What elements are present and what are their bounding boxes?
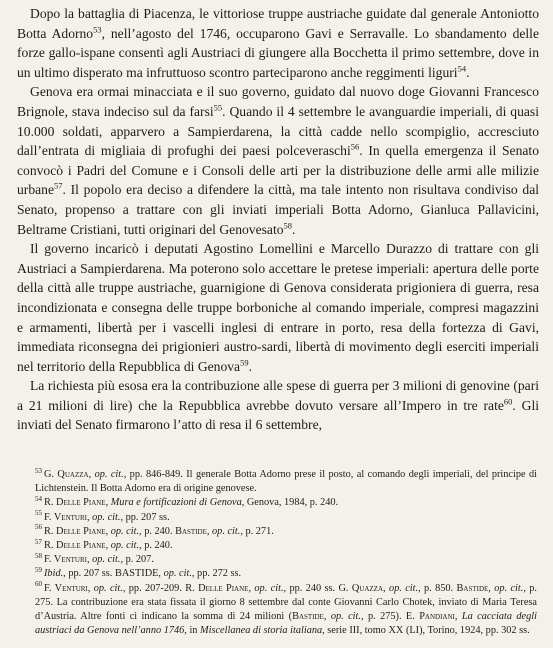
text-run: , pp. 207 ss.	[120, 511, 170, 523]
italic-text: op. cit.	[110, 525, 140, 537]
footnote-reference: 57	[54, 180, 63, 191]
footnote-number: 59	[35, 566, 42, 574]
text-run: , p. 271.	[240, 525, 274, 537]
text-run: ,	[323, 611, 331, 623]
italic-text: Mura e fortificazioni di Genova	[110, 497, 242, 509]
italic-text: op. cit.	[94, 469, 124, 480]
text-run: ,	[206, 525, 213, 537]
italic-text: op. cit.	[254, 582, 284, 594]
text-run: , p. 850.	[418, 582, 457, 594]
text-run: Dopo la battaglia di Piacenza, le vittoriose truppe austriache guidate dal generale Antoniotto Botta Adorno	[17, 6, 539, 41]
footnote-number: 57	[35, 537, 42, 546]
footnotes	[17, 468, 537, 638]
author-name: Quazza	[351, 582, 384, 594]
italic-text: op. cit.	[110, 540, 140, 552]
text-run: ,	[87, 582, 94, 594]
text-run: ,	[488, 582, 495, 594]
text-run: ,	[105, 525, 111, 537]
author-name: Bastide	[292, 611, 324, 623]
italic-text: La cacciata degli austriaci da Genova nell’anno 1746	[35, 611, 537, 637]
main-text	[17, 4, 539, 435]
footnote	[17, 511, 537, 525]
text-run: . In quella emergenza il Senato convocò i Padri del Comune e i Consoli delle arti per la distribuzione delle armi alle milizie urbane	[17, 143, 539, 198]
author-name: G. Quazza	[44, 469, 89, 480]
footnote-number: 60	[35, 580, 42, 589]
text-run: , p. 240.	[139, 525, 176, 537]
text-run: ,	[105, 540, 111, 552]
text-run: ,	[88, 469, 95, 480]
text-run: , serie III, tomo XX (LI), Torino, 1924, pp. 302 ss.	[322, 625, 530, 637]
italic-text: op. cit.	[92, 511, 121, 523]
italic-text: Miscellanea di storia italiana	[200, 625, 323, 637]
text-run: Genova era ormai minacciata e il suo governo, guidato dal nuovo doge Giovanni Francesco Brignole, stava indeciso sul da farsi	[17, 84, 539, 119]
text-run: , Genova, 1984, p. 240.	[241, 497, 339, 509]
italic-text: op. cit.	[388, 582, 419, 594]
text-run: , p. 275). E.	[360, 611, 420, 623]
italic-text: op. cit.	[93, 582, 123, 594]
author-name: Bastide	[456, 582, 489, 594]
text-run: ,	[86, 511, 93, 523]
footnote-reference: 60	[503, 396, 513, 407]
author-name: R. Delle Piane	[44, 540, 106, 552]
text-run: .	[248, 358, 252, 374]
italic-text: Ibid.	[44, 568, 64, 580]
author-name: F. Venturi	[44, 511, 87, 523]
text-run: . Il popolo era deciso a difendere la città, ma tale intento non risultava condiviso dal Senato, propenso a trattare con gli inviati imperiali Botta Adorno, Gianluca Pallavicini, Beltrame Cristiani, tutti originari del Genovesato	[17, 182, 539, 237]
paragraph	[17, 376, 539, 435]
text-run: , p. 240.	[139, 540, 173, 552]
footnote-number: 55	[35, 509, 42, 518]
text-run: La richiesta più esosa era la contribuzione alle spese di guerra per 3 milioni di genovine (pari a 21 milioni di lire) che la Repubblica avrebbe dovuto versare all’Impero in tre rate	[17, 378, 539, 413]
text-run: , pp. 846-849. Il generale Botta Adorno prese il posto, al comando degli imperiali, del principe di Lichtenstein. Il Botta Adorno era di origine genovese.	[35, 469, 537, 495]
paragraph	[17, 239, 539, 376]
footnote	[17, 582, 537, 639]
footnote-number: 54	[35, 494, 42, 503]
text-run: . Quando il 4 settembre le avanguardie imperiali, di quasi 10.000 soldati, apparvero a Sampierdarena, la città cadde nello scompiglio, accresciuto dall’entrata di migliaia di profughi dei paesi polceveraschi	[17, 103, 539, 159]
footnote-reference: 56	[350, 141, 360, 152]
italic-text: op. cit.	[212, 525, 241, 537]
italic-text: op. cit.	[494, 582, 524, 594]
text-run: Il governo incaricò i deputati Agostino Lomellini e Marcello Durazzo di trattare con gli Austriaci a Sampierdarena. Ma poterono solo accettare le pretese imperiali: apertura delle porte della città alle truppe austriache, guarnigione di Genova considerata prigioniera di guerra, resa incondizionata e consegna delle truppe borboniche al comando imperiale, compresi magazzini e armamenti, libertà per i vascelli inglesi di entrare in porto, resa della fortezza di Gavi, immediata riconsegna dei prigionieri austro-sardi, libertà di movimento degli eserciti imperiali nel territorio della Repubblica di Genova	[17, 241, 539, 374]
text-run: , p. 275. La contribuzione era stata fissata il giorno 8 settembre dal conte Giovanni Carlo Chotek, inviato di Maria Teresa d’Austria. Altre fonti ci indicano la somma di 24 milioni (	[35, 582, 538, 623]
footnote-number: 53	[35, 466, 42, 475]
paragraph	[17, 4, 539, 82]
footnote	[17, 539, 537, 553]
text-run: , pp. 272 ss.	[191, 568, 242, 580]
text-run: . Gli inviati del Senato firmarono l’atto di resa il 6 settembre,	[17, 397, 539, 433]
text-run: .	[466, 64, 470, 80]
author-name: F. Venturi	[44, 554, 87, 566]
footnote	[17, 553, 537, 567]
author-name: R. Delle Piane	[44, 525, 106, 537]
text-run: ,	[248, 582, 255, 594]
italic-text: op. cit.	[163, 568, 192, 580]
footnote	[17, 468, 537, 496]
footnote	[17, 496, 537, 510]
text-run: , pp. 240 ss. G.	[283, 582, 352, 594]
text-run: ,	[454, 611, 462, 623]
text-run: , p. 207.	[120, 554, 154, 566]
italic-text: op. cit.	[92, 554, 121, 566]
text-run: .	[292, 221, 296, 237]
text-run: , pp. 207-209. R.	[122, 582, 199, 594]
footnote-reference: 55	[213, 102, 223, 113]
author-name: Bastide	[175, 525, 207, 537]
footnote	[17, 567, 537, 581]
author-name: Delle Piane	[198, 582, 249, 594]
text-run: , pp. 207 ss. BASTIDE,	[63, 568, 164, 580]
footnote	[17, 525, 537, 539]
footnote-number: 58	[35, 551, 42, 560]
text-run: , in	[184, 625, 201, 637]
italic-text: op. cit.	[330, 611, 361, 623]
footnote-reference: 59	[240, 357, 249, 368]
author-name: R. Delle Piane	[44, 497, 106, 509]
paragraph	[17, 82, 539, 239]
text-run: ,	[383, 582, 389, 594]
text-run: ,	[86, 554, 93, 566]
footnote-reference: 58	[283, 220, 293, 230]
footnote-number: 56	[35, 523, 42, 532]
author-name: Pandiani	[419, 611, 455, 623]
text-run: , nell’agosto del 1746, occuparono Gavi e Serravalle. Lo sbandamento delle forze gallo-ispane consentì agli Austriaci di giungere alla Bocchetta il primo settembre, dove in un ultimo disperato ma infruttuoso scontro parteciparono anche reggimenti liguri	[17, 25, 539, 80]
footnote-reference: 53	[93, 24, 102, 35]
text-run: ,	[105, 497, 111, 509]
footnote-reference: 54	[457, 63, 467, 74]
author-name: F. Venturi	[44, 582, 88, 594]
